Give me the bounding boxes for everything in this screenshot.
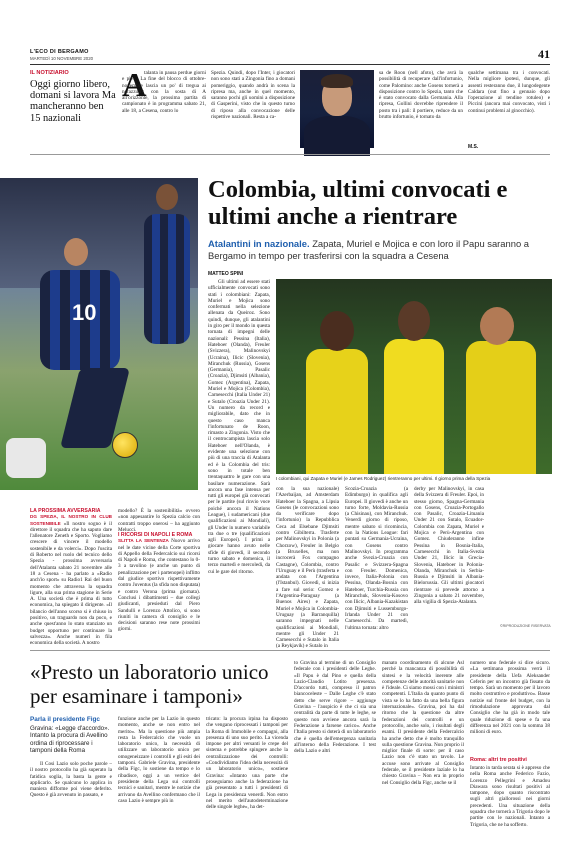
main-col2: con la sua nazionale) l'Azerbaijan, ad Amsterdam Hateboer la Spagna, a Lipsia Gosens (le convocazioni sono da verificare dopo l'infortunio) la Repubblica Ceca ad Elsebane Djimsiti contro Gibilterra. Trasferte per Malinovskyi in Polonia (a Chorzow), Freuler in Belgio (a Bruxelles, ma non incrocerà Fox compagno Castagne), Colombia, contro l'Uruguay e il Perù (trasferta e andata con l'Argentina (l'Istanbul). Giovedì, si inizia a fare sul serio: Gomez e l'Argentina-Paraguay (a Buenos Aires) e Zapata, Muriel e Mojica in Colombia-Uruguay (a Barranquilla) saranno impegnati nelle qualificazioni ai Mondiali, mentre gli Under 21 Carnesecchi e Sutalo in Italia (a Reykjavik) e Sutalo in — [276, 486, 339, 650]
photo-player-main-head — [64, 238, 88, 266]
notiziario-col3: sa de Roon (nell afoto), che avrà la possibilità di recuperare dall'infortunio, come Palomino: anche Gosens tornerà a disposizione contro lo Spezia, tanto che è stato convocato dalla Germania. Alla ripresa, Gollini dovrebbe riprendere il posto tra i pali: il portiere, reduce da un brutto infortunio, è tornato da — [379, 70, 463, 121]
page-number: 41 — [538, 47, 550, 61]
photo-player-3-shirt — [466, 341, 536, 474]
photo-player-right-head — [156, 184, 178, 210]
portrait-hair — [321, 74, 353, 88]
bottom-deck: Gravina: «Legge d'accordo». Intanto la procura di Avellino ordina di riprocessare i tamponi della Roma — [30, 725, 110, 755]
bottom-box-title: Roma: altri tre positivi — [470, 757, 527, 763]
sidebar-brief-ricorsi-title: I RICORSI DI NAPOLI E ROMA — [118, 532, 193, 538]
bottom-col6: numero uno federale si dice sicuro. «La settimana prossima verrà il presidente della Uefa Aleksander Ceferin per un incontro già fissato da tempo. Sarà un momento per il lavoro molto costruttivo e produttivo». Basse notizie sul fronte del budget, con la rimodulazione approvata dal Consiglio che ha già in modo tale quale riduzione di spese e fa una differenza nel 2021 con la somma 38 milioni di euro. — [470, 660, 550, 736]
bottom-col2: funzione anche per la Lazio in questo momento, anche se non entro nel merito». Ma la questione più ampia resta la Federcalcio che vuole un laboratorio unico, la necessità di utilizzare un laboratorio unico per omogeneizzare i controlli e gli esiti dei tamponi. Gabriele Gravina, presidente della Figc, lo sostiene da tempo e lo ribadisce, oggi a un vertice del presidente della Lega sui controlli tecnici e sanitari, mentre le notizie che arrivano da Avellino confermano che il caso Lazio è sempre più in — [118, 716, 200, 804]
bottom-col3: tricato: la procura irpina ha disposto che vengano riprocessati i tamponi per la Roma di Immobile e compagni, alla presenza di uno suo perito. La vicenda impone per altri versanti le crepe del sistema e potrebbe spingere anche la centralizzazione dei controlli: «Condividiamo l'idea della necessità di un laboratorio unico», sostiene Gravina: «Intanto una parte che proseguiamo anche la federazione ha già presentato a tutti i presidenti di Lega in presidenza venerdì. Non entro nel merito dell'autodeterminazione delle singole leghe», ha det- — [206, 716, 288, 811]
sidebar-brief-ricorsi-sub: SLITTA LA SENTENZA — [118, 538, 169, 544]
sidebar-brief-spezia-title: LA PROSSIMA AVVERSARIA — [30, 508, 101, 514]
sidebar-brief-spezia-cont: modello? È la sostenibilità» ovvero «non appesantire lo Spezia calcio con contratti troppo onerosi – ha aggiunto Melucci. — [118, 508, 200, 533]
sidebar-brief-ricorsi-body: Nuovo arrivo nel le date vicine della Corte sportiva di Appello della Federcalcio sui ricorsi di Napoli e Roma, che contestano lo 0-3 a tavolino (e anche un punto di penalizzazione per i partenopei) inflitto dal giudice sportivo rispettivamente contro Juventus (la sfida non disputata) e contro Verona (prima giornata). Conclusi i dibattimenti – due collegi giudicanti, presieduti dal Piero Sandulli e Lorenzo Attolico, si sono riuniti in camera di consiglio e le decisioni saranno rese note prossimi giorni. — [118, 538, 200, 633]
photo-player-2-head — [398, 301, 430, 341]
notiziario-col2: Spezia. Quindi, dopo l'Inter, i giocatori non sono stati a Zingonia fino a domani pomeriggio, quando andrà in scena la ripresa ma, anche in quel momento, saranno pochi gli uomini a disposizione di Gasperini, visto che in questo turno di riposo alla convocazione delle rispettive nazionali. Resta a ca- — [211, 70, 295, 121]
section-rule-top — [30, 154, 550, 155]
photo-caption: I colombiani, qui Zapata e Muriel (e James Rodriguez) rientreranno per ultimi. Il giorno prima della Spezia — [276, 476, 491, 481]
bottom-col5: manato coordinamento di alcune Asl perché la mancanza di possibilità di sintesi e la velocità inerente alle competenze delle autorità sanitarie non è l'ideale. Ci siamo mossi con i ministri competenti. L'Italia da quanto punto di vista se lo ha fatto da una bella figura internazionale». Gravina, poi ha dal ritorno che la questione da altre federazioni dei controlli e un protocollo, anche solo, i risultati degli esami. Il presidente della Federcalcio ha anche detto che è molto tranquillo sulla questione Gravina. Non proprio il miglior finale di sorte: per il caso Lazio non c'è stato un tavolo. Le accuse sono arrivate al Consiglio federale, se il presidente laziale lo ha chiesto Gravina – Non era in proprio nel Consiglio della Figc, anche se il — [382, 660, 464, 786]
notiziario-label: IL NOTIZIARIO — [30, 70, 69, 76]
main-subhead-lead: Atalantini in nazionale. — [208, 238, 310, 249]
colombia-players-photo — [276, 279, 552, 474]
sidebar-brief-spezia-sub: DG SPEZIA, IL NOSTRO IN CLUB SOSTENIBILE — [30, 514, 112, 526]
main-col1: Gli ultimi ad essere stati ufficialmente convocati sono stati i colombiani: Zapata, Muriel e Mojica sono confermati nella selezione allenata da Queiroz. Sono quindi, dunque, gli atalantini in giro per il mondo in questa tornata di impegni delle nazionali: Pessina (Italia), Hateboer (Olanda), Freuler (Svizzera), Malinovskyi (Ucraina), Ilicic (Slovenia), Miranchuk (Russia), Gosens (Germania), Pasalic (Croazia), Djimsiti (Albania), Gomez (Argentina), Zapata, Muriel e Mojica (Colombia), Carnesecchi (Italia Under 21) e Sutalo (Croazia Under 21). Un numero da record e migliorabile, dato che in questo caso manca l'infortunato de Roon, rimasto a Zingonia. Visto che il centrocampista lascia solo Hateboer nell'Olanda, è evidente una selezione con più di una traccia di Atalanta ed è la Colombia del tris: sono in totale ben trentaquattro le gare con una basilare numerazione. Sarà ancora una fase intensa per tutti gli europei già convocati per le partite (sul rinvio voce poiché ancora il Nations League), i sudamericani (due qualificazioni ai Mondiali), gli Under in numero variabile tra due o tre (qualificazioni agli Europei). I primi a giocare hanno avuto nelle sfide di giovedì, il secondo turno sabato e domenica, il terzo martedì e mercoledì, da cui le gare del ritorno. — [208, 279, 270, 575]
main-subhead-rest: Zapata, Muriel e Mojica e con loro il Papu saranno a Bergamo in tempo per trasferirsi con la squadra a Cesena — [208, 238, 529, 261]
main-rights: ©RIPRODUZIONE RISERVATA — [500, 624, 551, 628]
main-byline: MATTEO SPINI — [208, 271, 244, 277]
bottom-headline: «Presto un laboratorio unico per esaminare i tamponi» — [30, 660, 269, 708]
photo-player-right-shirt — [144, 214, 190, 344]
main-subhead — [208, 238, 552, 262]
bottom-kicker: Parla il presidente Figc — [30, 716, 100, 723]
photo-player-2-shirt — [384, 339, 444, 474]
main-col3: Scozia-Croazia (a Edimburgo) in qualifica agli Europei. Il giovedì è anche un turno forte, Moldavia-Russia (a Chisinau), con Miranchuk. Venerdì giorno di riposo, mentre sabato si ricomincia, con la Nations League: fari puntati su Germania-Ucraina, con Gosens contro Malinovskyi. In programma anche Svezia-Croazia con Pasalic e Svizzera-Spagna con Freuler. Domenica, invece, Italia-Polonia con Pessina, Olanda-Bosnia con Hateboer, Turchia-Russia con Miranchuk, Slovenia-Kosovo con Ilicic, Albania-Kazakistan con Djimsiti e Lussemburgo-Irlanda Under 21 con Carnesecchi. Da martedì, l'ultima tornata: altro — [345, 486, 408, 631]
bottom-col4: to Gravina al termine di un Consiglio federale con i presidenti delle Leghe. «Il Papu è dal Pino e quella della Lazio-Claudio Lotito presenza. D'accordo tutti, compreso il patron biancoceleste – Dalle Leghe c'è stato detto che serve rigore – aggiunge Gravina – l'auspicio è che ci sia una centralità da parte di tutte le leghe, se questo non avviene ancora sarà la Federazione a farsene carico». Anche l'Italia presto si doterà di un laboratorio che è quella dell'emergenza sanitaria all'interno della Federazione. I test della Lazio e altri — [294, 660, 376, 755]
masthead-date: MARTEDÌ 10 NOVEMBRE 2020 — [30, 56, 94, 61]
masthead-paper: L'ECO DI BERGAMO — [30, 49, 89, 55]
photo-player-1-head — [320, 311, 354, 351]
notiziario-signature: M.S. — [468, 144, 479, 150]
portrait-shirt — [304, 116, 370, 156]
section-rule-bottom — [30, 650, 550, 651]
photo-player-1-shirt — [306, 349, 368, 474]
main-headline: Colombia, ultimi convocati e ultimi anche a rientrare — [208, 176, 508, 230]
sidebar-brief-spezia — [30, 508, 113, 647]
notiziario-dropcap: A — [122, 67, 147, 104]
bottom-box-body: Intanto in tarda serata si è appreso che nella Roma anche Federico Fazio, Lorenzo Pellegrini e Amadou Diawara sono risultati positivi al tampone, dopo quanto riscontrato sugli altri giallorossi nei giorni precedenti. Una situazione della squadra che tornerà a Trigoria dopo le partite con le nazionali. Intanto a Trigoria, che ne ha sofferto. — [470, 765, 550, 828]
notiziario-title: Oggi giorno libero, domani si lavora Ma mancheranno ben 15 nazionali — [30, 79, 116, 124]
photo-player-left-body — [6, 438, 46, 478]
photo-ball — [112, 432, 138, 458]
photo-player-3-head — [480, 307, 514, 345]
bottom-col1: Il Cosi Lazio solo poche parole – il nostro protocollo ha già superato la fatidica soglia, la basta la gente e applicarlo. Se qualcuno lo applica in maniera difforme poi viene deferito. Questo è già avvenuto in passato, e — [30, 761, 112, 799]
sidebar-brief-ricorsi — [118, 532, 200, 642]
masthead-rule — [30, 64, 550, 65]
photo-player-main-number: 10 — [72, 300, 97, 325]
notiziario-col1: talanta in pausa perdue giorni e piè… La fine del blocco di ottobre-novembre lascia un po' di tregua ai nerazzurri: con la sosta di A all'orizzonte, la prossima partita di campionato è in programma sabato 21, alle 18, a Cesena, contro lo — [122, 70, 206, 114]
notiziario-col4: qualche settimana tra i convocati. Nella migliore ipotesi, dunque, gli assenti resteranno due, il lungodegente Caldara (out fino a gennaio dopo l'operazione al tendine rotuleo) e Piccini (ancora mai convocato, visti i continui problemi al ginocchio). — [468, 70, 550, 114]
player-portrait-photo — [300, 70, 374, 148]
match-action-photo — [0, 178, 198, 490]
sidebar-brief-spezia-body: «Il nostro sogno è il direttore il squadra che ha saputo dare l'allenatore Zeneth e Sporto. Vogliamo crescere di vincere il modello sostenibile e da volerci». Dopo l'uscita di Roberto nel ruolo del tecnico dello Spezia - prossima avversaria dell'Atalanta sabato 21 novembre alle 18 a Cesena - ha parlato a «Radio anch'io sport» su Radio1 Rai del buon momento che attraversa la squadra ligure, alla sua prima stagione in Serie A. Una società che è prima di tutto economica, ha spiegato il dirigente. «Il bilancio dell'anno scorso si è chiuso in positivo, un traguardo non da poco, e anche quest'anno lo stato stanziato un budget opportuno per continuare la salvezza». Anche numeri in fila economica della società. A nostro — [30, 520, 113, 647]
main-col4: derby per Malinovskyi, in casa della Svizzera di Freuler. Epoi, in stesso giorno, Spagna-Germania con Gosens, Croazia-Portogallo con Pasalic, Croazia-Lituania Under 21 con Sutalo, Ecuador-Colombia con Zapata, Muriel e Mojica e Perù-Argentina con Gomez. Chiuderanno infine Pessina in Bosnia-Italia, Carnesecchi in Italia-Svezia Under 21, Ilicic in Grecia-Slovenia, Hateboer in Polonia-Olanda, Miranchuk in Serbia-Russia e Djimsiti in Albania-Bielorussia. Gli ultimi giocatori rientrare si prevede attorno a Zingonia a sabato 21 novembre, alla vigilia di Spezia-Atalanta. — [414, 486, 484, 606]
